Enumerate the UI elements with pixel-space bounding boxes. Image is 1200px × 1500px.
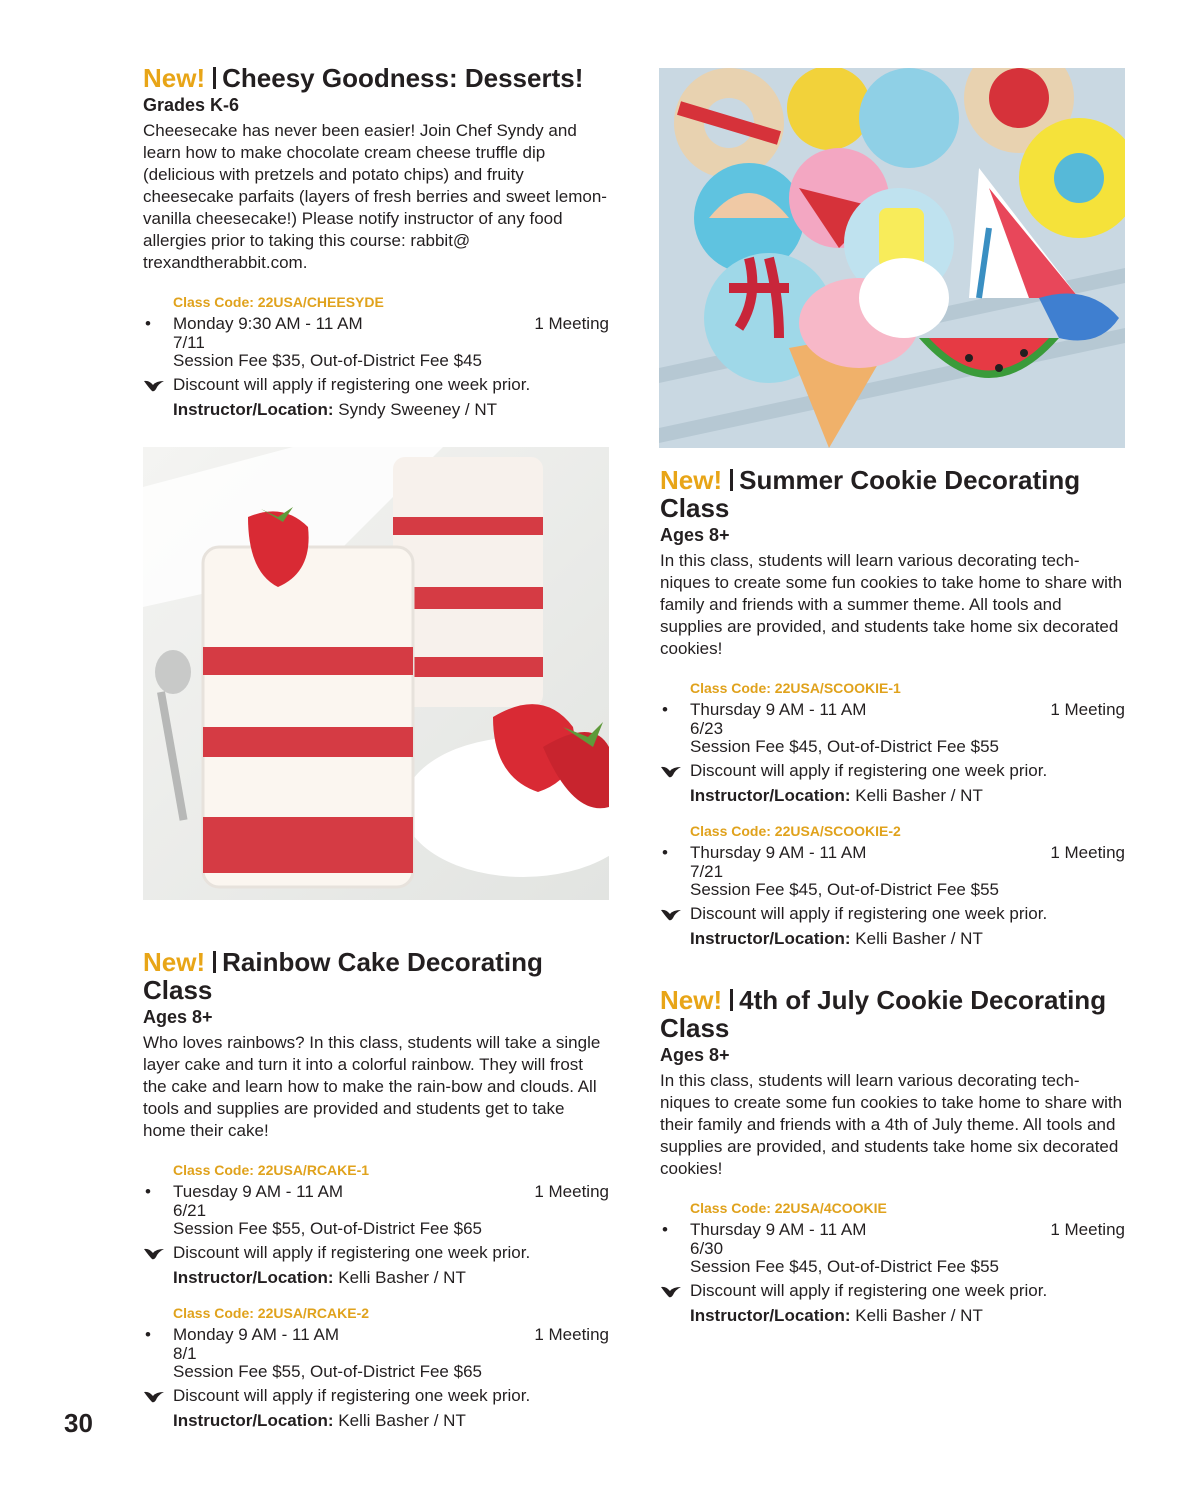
session-block (660, 1198, 1125, 1327)
session-day-time: Tuesday 9 AM - 11 AM (173, 1182, 344, 1201)
bird-icon (660, 908, 682, 922)
title-divider (730, 469, 733, 491)
session-fee: Session Fee $45, Out-of-District Fee $55 (690, 737, 999, 756)
discount-note: Discount will apply if registering one week prior. (690, 1281, 1048, 1300)
session-date: 7/21 (690, 862, 724, 881)
meeting-count: 1 Meeting (1050, 843, 1125, 862)
bird-icon (660, 1285, 682, 1299)
class-title: New! 4th of July Cookie Decorating Class (660, 985, 1107, 1043)
class-4th-of-july-cookie (660, 986, 1125, 1327)
meeting-count: 1 Meeting (534, 1182, 609, 1201)
discount-note: Discount will apply if registering one week prior. (690, 904, 1048, 923)
title-divider (213, 951, 216, 973)
class-title: New! Cheesy Goodness: Desserts! (143, 63, 584, 93)
page-number: 30 (64, 1408, 93, 1438)
session-day-time: Thursday 9 AM - 11 AM (690, 1220, 867, 1239)
meeting-count: 1 Meeting (1050, 1220, 1125, 1239)
instructor-value: Kelli Basher / NT (855, 1306, 983, 1325)
grade-label: Ages 8+ (660, 1045, 730, 1065)
title-divider (730, 989, 733, 1011)
class-summer-cookie (660, 466, 1125, 950)
session-date: 8/1 (173, 1344, 197, 1363)
bullet: • (145, 1325, 151, 1344)
session-date: 6/23 (690, 719, 724, 738)
session-date: 6/30 (690, 1239, 724, 1258)
grade-label: Ages 8+ (660, 525, 730, 545)
instructor-label: Instructor/Location: (690, 786, 851, 805)
class-code: Class Code: 22USA/RCAKE-2 (173, 1305, 370, 1321)
class-description: Cheesecake has never been easier! Join Chef Syndy and learn how to make chocolate cream cheese truffle dip (delicious with pretzels and potato chips) and fruity cheesecake parfaits (layers of fresh berries and sweet lemon-vanilla cheesecake!) Please notify instructor of any food allergies prior to taking this course: rabbit@ trexandtherabbit.com. (143, 121, 607, 272)
bullet: • (145, 314, 151, 333)
class-description: Who loves rainbows? In this class, students will take a single layer cake and turn it into a colorful rainbow. They will frost the cake and learn how to make the rain-bow and clouds. All tools and supplies are provided and students get to take home their cake! (143, 1033, 601, 1140)
session-date: 7/11 (173, 333, 205, 352)
new-label: New! (143, 947, 206, 977)
class-title: New! Summer Cookie Decorating Class (660, 465, 1081, 523)
instructor-value: Kelli Basher / NT (338, 1268, 466, 1287)
discount-note: Discount will apply if registering one week prior. (173, 375, 531, 394)
cookie-photo (659, 68, 1125, 448)
instructor-value: Kelli Basher / NT (855, 786, 983, 805)
session-date: 6/21 (173, 1201, 207, 1220)
instructor-label: Instructor/Location: (690, 929, 851, 948)
new-label: New! (660, 985, 723, 1015)
bullet: • (145, 1182, 151, 1201)
bird-icon (143, 1390, 165, 1404)
session-fee: Session Fee $55, Out-of-District Fee $65 (173, 1362, 482, 1381)
bullet: • (662, 700, 668, 719)
class-description: In this class, students will learn various decorating tech-niques to create some fun cookies to take home to share with their family and friends with a 4th of July theme. All tools and supplies are provided, and students take home six decorated cookies! (660, 1071, 1123, 1178)
new-label: New! (660, 465, 723, 495)
instructor-value: Kelli Basher / NT (855, 929, 983, 948)
new-label: New! (143, 63, 206, 93)
instructor-label: Instructor/Location: (173, 1411, 334, 1430)
session-day-time: Thursday 9 AM - 11 AM (690, 700, 867, 719)
grade-label: Ages 8+ (143, 1007, 213, 1027)
session-day-time: Monday 9 AM - 11 AM (173, 1325, 339, 1344)
class-title: New! Rainbow Cake Decorating Class (143, 947, 543, 1005)
discount-note: Discount will apply if registering one week prior. (173, 1243, 531, 1262)
session-fee: Session Fee $45, Out-of-District Fee $55 (690, 1257, 999, 1276)
class-code: Class Code: 22USA/CHEESYDE (173, 294, 384, 310)
bird-icon (660, 765, 682, 779)
session-fee: Session Fee $45, Out-of-District Fee $55 (690, 880, 999, 899)
session-day-time: Monday 9:30 AM - 11 AM (173, 314, 363, 333)
instructor-label: Instructor/Location: (173, 1268, 334, 1287)
session-block (660, 678, 1125, 807)
instructor-label: Instructor/Location: (173, 400, 334, 419)
instructor-value: Syndy Sweeney / NT (338, 400, 498, 419)
session-fee: Session Fee $35, Out-of-District Fee $45 (173, 351, 482, 370)
session-block (143, 1303, 609, 1432)
class-code: Class Code: 22USA/4COOKIE (690, 1200, 887, 1216)
class-code: Class Code: 22USA/SCOOKIE-2 (690, 823, 901, 839)
discount-note: Discount will apply if registering one week prior. (173, 1386, 531, 1405)
class-code: Class Code: 22USA/RCAKE-1 (173, 1162, 370, 1178)
session-block (660, 821, 1125, 950)
meeting-count: 1 Meeting (534, 314, 609, 333)
class-code: Class Code: 22USA/SCOOKIE-1 (690, 680, 901, 696)
bullet: • (662, 843, 668, 862)
class-cheesy-goodness (143, 64, 609, 421)
class-description: In this class, students will learn various decorating tech-niques to create some fun cookies to take home to share with family and friends with a summer theme. All tools and supplies are provided, and students take home six decorated cookies! (660, 551, 1123, 658)
bird-icon (143, 379, 165, 393)
meeting-count: 1 Meeting (1050, 700, 1125, 719)
class-rainbow-cake (143, 948, 609, 1432)
instructor-value: Kelli Basher / NT (338, 1411, 466, 1430)
bird-icon (143, 1247, 165, 1261)
session-block (143, 292, 609, 421)
meeting-count: 1 Meeting (534, 1325, 609, 1344)
instructor-label: Instructor/Location: (690, 1306, 851, 1325)
discount-note: Discount will apply if registering one week prior. (690, 761, 1048, 780)
title-divider (213, 67, 216, 89)
session-fee: Session Fee $55, Out-of-District Fee $65 (173, 1219, 482, 1238)
session-block (143, 1160, 609, 1289)
parfait-photo (143, 447, 609, 900)
bullet: • (662, 1220, 668, 1239)
session-day-time: Thursday 9 AM - 11 AM (690, 843, 867, 862)
grade-label: Grades K-6 (143, 95, 240, 115)
